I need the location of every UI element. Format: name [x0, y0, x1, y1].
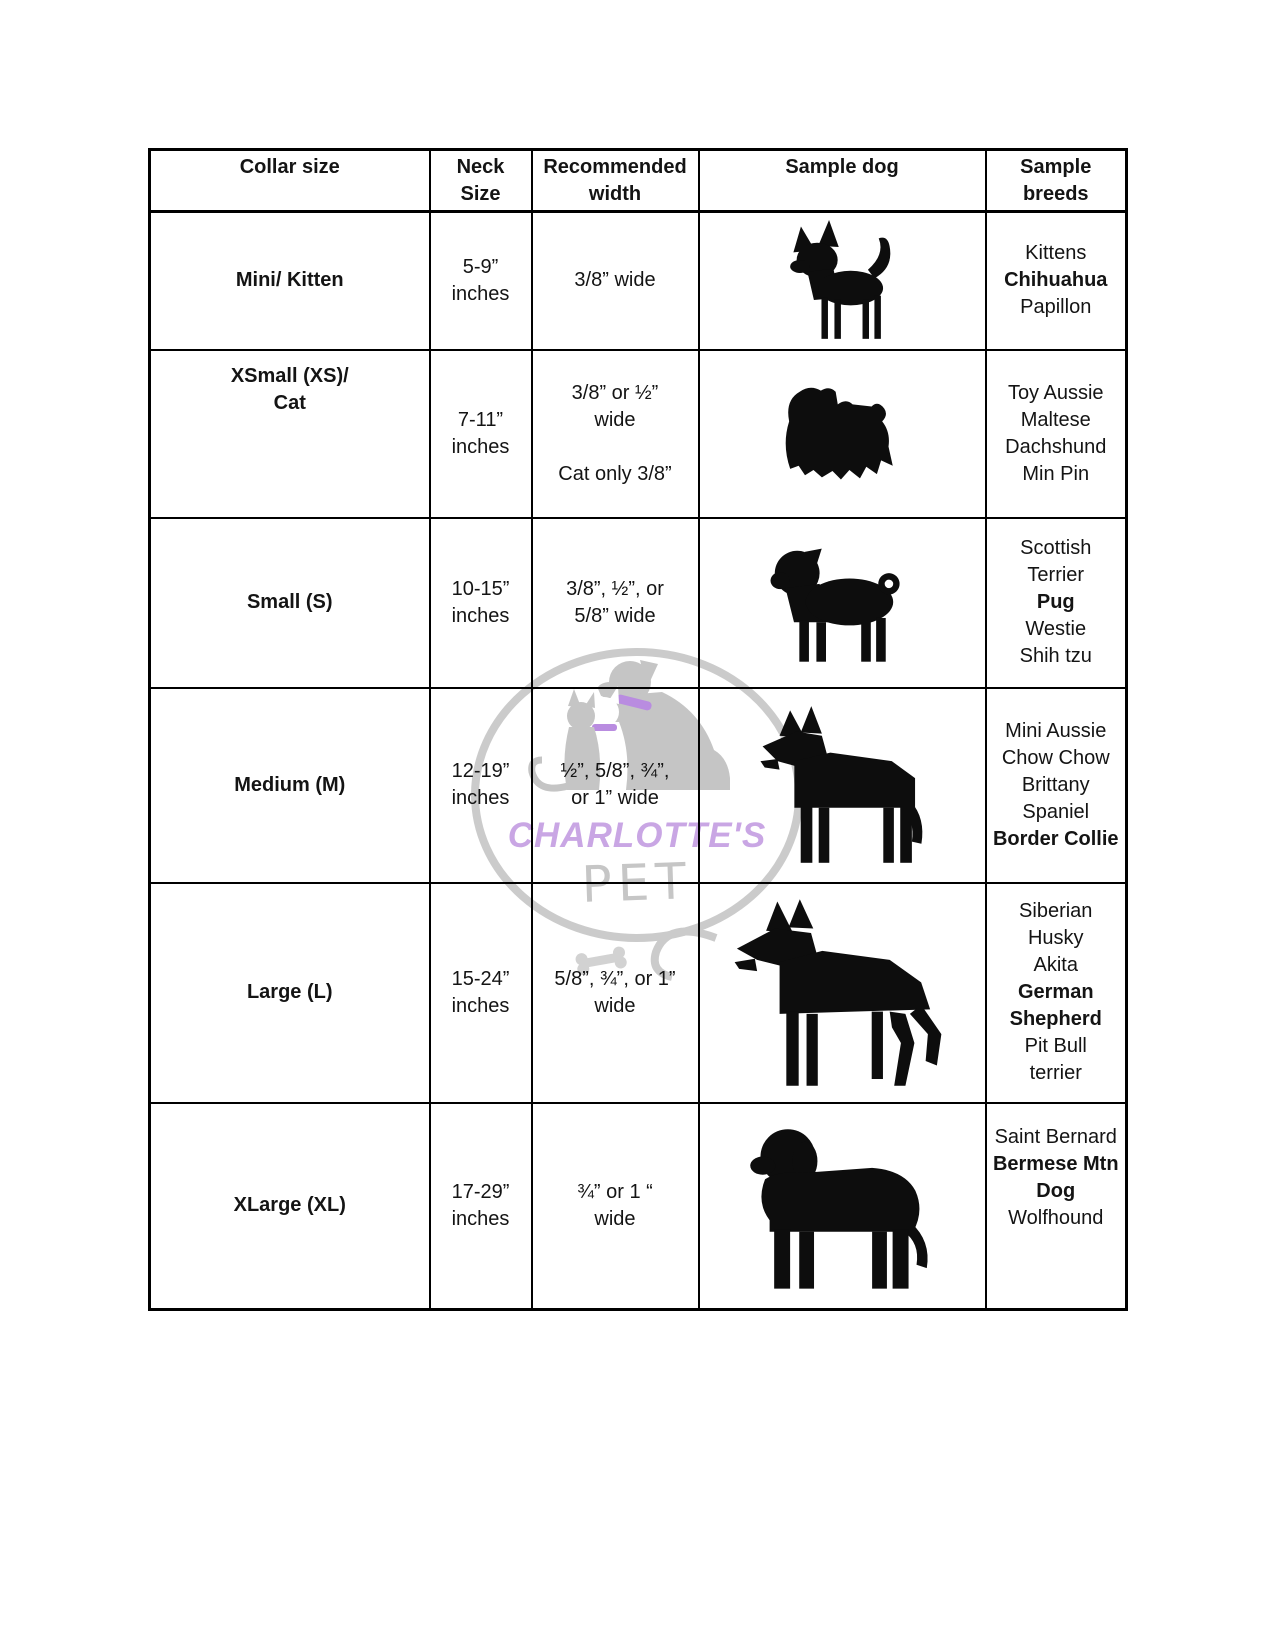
- header-row: [150, 150, 1127, 212]
- header-sample-dog: [699, 150, 986, 212]
- neck-size-cell: [430, 883, 532, 1103]
- collar-size-cell: [150, 518, 430, 688]
- breed-name: German: [1017, 981, 1094, 1003]
- header-text: Neck: [456, 156, 505, 178]
- collar-size-text: Medium (M): [234, 773, 346, 796]
- width-text: 5/8”, ¾”, or 1”: [554, 967, 676, 990]
- width-text: ¾” or 1 “: [577, 1180, 653, 1203]
- breed-name: Husky: [1027, 927, 1084, 949]
- collar-size-text: XLarge (XL): [233, 1194, 346, 1217]
- sample-dog-cell: [699, 883, 986, 1103]
- collar-size-chart-table: [148, 148, 1128, 1311]
- neck-size-cell: [430, 688, 532, 883]
- neck-size-cell: [430, 1103, 532, 1310]
- breed-name: Pit Bull: [1024, 1035, 1087, 1057]
- breed-name: Brittany: [1021, 773, 1090, 796]
- collar-size-text: Small (S): [246, 591, 333, 613]
- sample-dog-cell: [699, 1103, 986, 1310]
- width-text: 3/8” or ½”: [571, 381, 659, 404]
- table-row-medium: [150, 688, 1127, 883]
- neck-size-text: inches: [451, 1207, 510, 1230]
- collar-size-cell: [150, 688, 430, 883]
- breed-name: Terrier: [1027, 564, 1085, 586]
- header-text: Size: [460, 183, 501, 205]
- width-text: 3/8”, ½”, or: [566, 577, 664, 600]
- watermark-brand-text: CHARLOTTE'S: [507, 816, 767, 855]
- breed-name: Saint Bernard: [994, 1125, 1117, 1148]
- width-text: wide: [594, 408, 636, 431]
- medium-dog-silhouette-icon: [752, 706, 932, 865]
- sample-dog-cell: [699, 518, 986, 688]
- recommended-width-cell: [532, 883, 699, 1103]
- sample-breeds-cell: [986, 1103, 1127, 1310]
- width-text: ½”, 5/8”, ¾”,: [560, 760, 670, 782]
- german-shepherd-silhouette-icon: [730, 897, 955, 1088]
- neck-size-text: 17-29”: [451, 1180, 510, 1203]
- table-row-xsmall-cat: [150, 350, 1127, 518]
- breed-name: Toy Aussie: [1007, 381, 1104, 404]
- breed-name: Pug: [1036, 591, 1075, 613]
- breed-name: terrier: [1029, 1062, 1082, 1084]
- sample-dog-cell: [699, 688, 986, 883]
- pug-silhouette-icon: [762, 541, 922, 664]
- width-text: or 1” wide: [571, 787, 659, 809]
- neck-size-text: 15-24”: [451, 967, 510, 990]
- header-text: Sample: [1020, 156, 1092, 178]
- recommended-width-cell: [532, 212, 699, 350]
- neck-size-text: 7-11”: [457, 408, 504, 431]
- sample-breeds-cell: [986, 350, 1127, 518]
- chihuahua-silhouette-icon: [777, 220, 907, 341]
- breed-name: Akita: [1033, 954, 1078, 976]
- header-text: Recommended: [543, 156, 687, 178]
- neck-size-text: 12-19”: [451, 760, 510, 782]
- header-sample-breeds: [986, 150, 1127, 212]
- breed-name: Scottish: [1020, 537, 1092, 559]
- sample-breeds-cell: [986, 518, 1127, 688]
- table-row-large: [150, 883, 1127, 1103]
- breed-name: Chow Chow: [1001, 746, 1110, 769]
- neck-size-cell: [430, 350, 532, 518]
- neck-size-text: inches: [451, 282, 510, 305]
- neck-size-text: inches: [451, 994, 510, 1017]
- collar-size-cell: [150, 350, 430, 518]
- recommended-width-cell: [532, 688, 699, 883]
- recommended-width-cell: [532, 1103, 699, 1310]
- header-text: breeds: [1022, 183, 1089, 205]
- neck-size-cell: [430, 212, 532, 350]
- breed-name: Mini Aussie: [1005, 719, 1107, 742]
- header-text: Sample dog: [785, 156, 899, 178]
- header-neck-size: [430, 150, 532, 212]
- header-text: width: [588, 183, 642, 205]
- neck-size-text: inches: [451, 435, 510, 458]
- width-text: 3/8” wide: [574, 269, 656, 292]
- breed-name: Spaniel: [1022, 800, 1090, 823]
- breed-name: Papillon: [1020, 296, 1092, 319]
- sample-breeds-cell: [986, 883, 1127, 1103]
- width-text: wide: [594, 1207, 636, 1230]
- header-text: Collar size: [239, 156, 340, 178]
- neck-size-text: inches: [451, 787, 510, 809]
- breed-name: Shih tzu: [1019, 645, 1092, 667]
- watermark-pet-text: PET: [580, 852, 693, 914]
- sample-dog-cell: [699, 350, 986, 518]
- collar-size-text: Cat: [273, 391, 306, 414]
- neck-size-cell: [430, 518, 532, 688]
- breed-name: Maltese: [1020, 408, 1091, 431]
- breed-name: Border Collie: [992, 827, 1119, 850]
- header-collar-size: [150, 150, 430, 212]
- maltese-silhouette-icon: [768, 381, 916, 487]
- width-text: 5/8” wide: [574, 604, 656, 627]
- breed-name: Shepherd: [1009, 1008, 1102, 1030]
- collar-size-cell: [150, 1103, 430, 1310]
- neck-size-text: 5-9”: [462, 255, 499, 278]
- table-row-xlarge: [150, 1103, 1127, 1310]
- width-text: wide: [594, 994, 636, 1017]
- collar-size-text: Large (L): [246, 981, 333, 1003]
- breed-name: Dachshund: [1005, 435, 1107, 458]
- header-recommended-width: [532, 150, 699, 212]
- sample-breeds-cell: [986, 688, 1127, 883]
- bernese-mountain-dog-silhouette-icon: [740, 1120, 945, 1291]
- neck-size-text: 10-15”: [451, 577, 510, 600]
- recommended-width-cell: [532, 350, 699, 518]
- table-row-mini-kitten: [150, 212, 1127, 350]
- width-text: Cat only 3/8”: [558, 462, 672, 485]
- width-text: [533, 434, 698, 461]
- collar-size-text: XSmall (XS)/: [230, 364, 349, 387]
- breed-name: Bermese Mtn: [992, 1152, 1119, 1175]
- table-row-small: [150, 518, 1127, 688]
- collar-size-cell: [150, 883, 430, 1103]
- collar-size-cell: [150, 212, 430, 350]
- breed-name: Min Pin: [1022, 462, 1090, 485]
- breed-name: Westie: [1025, 618, 1087, 640]
- sample-breeds-cell: [986, 212, 1127, 350]
- recommended-width-cell: [532, 518, 699, 688]
- breed-name: Wolfhound: [1008, 1206, 1104, 1229]
- breed-name: Chihuahua: [1004, 269, 1108, 292]
- breed-name: Dog: [1036, 1179, 1076, 1202]
- breed-name: Siberian: [1019, 900, 1093, 922]
- sample-dog-cell: [699, 212, 986, 350]
- collar-size-text: Mini/ Kitten: [235, 269, 344, 292]
- breed-name: Kittens: [1025, 242, 1087, 265]
- neck-size-text: inches: [451, 604, 510, 627]
